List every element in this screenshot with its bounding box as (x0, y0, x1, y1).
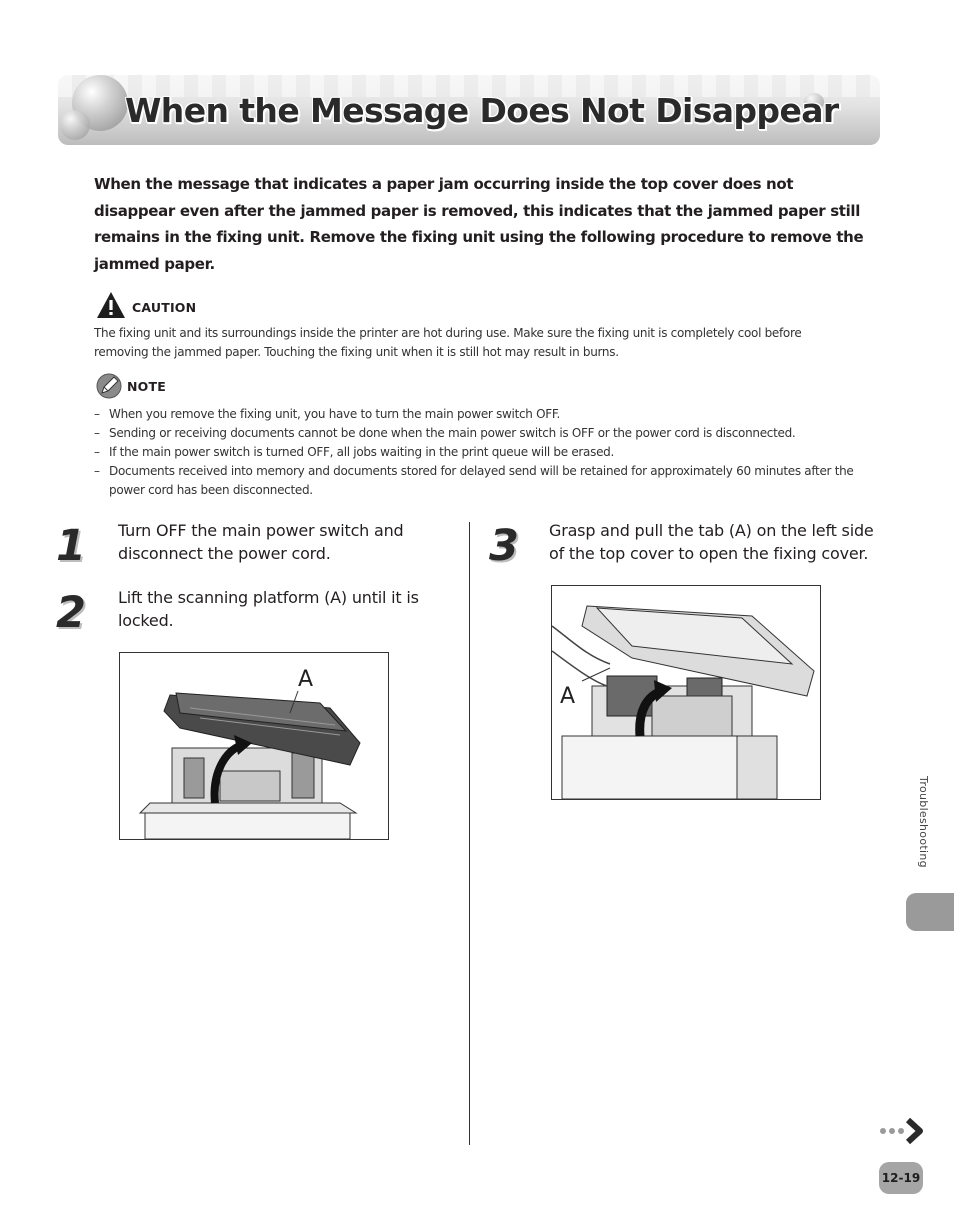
column-divider (469, 522, 470, 1145)
note-item: – Sending or receiving documents cannot be done when the main power switch is OFF or the power cord is disconnected. (94, 424, 854, 443)
page-title: When the Message Does Not Disappear (125, 91, 839, 130)
note-item: – When you remove the fixing unit, you have to turn the main power switch OFF. (94, 405, 854, 424)
next-page-arrow-icon[interactable] (878, 1116, 926, 1146)
page-number: 12-19 (879, 1162, 923, 1194)
step-number-2: 2 (56, 588, 86, 638)
figure-lift-scanning-platform (119, 652, 389, 840)
intro-paragraph: When the message that indicates a paper jam occurring inside the top cover does not disappear even after the jammed paper is removed, this indicates that the jammed paper still remains in the fixing unit. Remove the fixing unit using the following procedure to remove the jammed paper. (94, 175, 864, 273)
caution-text: The fixing unit and its surroundings inside the printer are hot during use. Make sure the fixing unit is completely cool before removing the jammed paper. Touching the fixing unit when it is still hot may result in burns. (94, 326, 802, 359)
figure-callout-a: A (298, 667, 314, 692)
figure-callout-a: A (560, 684, 576, 709)
figure-open-fixing-cover (551, 585, 821, 800)
step-number-3: 3 (489, 521, 519, 571)
banner-sphere-small (60, 110, 90, 140)
note-list (94, 405, 854, 500)
step-text-1: Turn OFF the main power switch and disconnect the power cord. (118, 521, 404, 563)
step-number-1: 1 (56, 521, 86, 571)
caution-label: CAUTION (132, 300, 197, 315)
warning-triangle-icon (96, 290, 126, 320)
printer-open-illustration (120, 653, 388, 839)
chapter-tab[interactable] (906, 893, 954, 931)
side-tab-label: Troubleshooting (917, 776, 930, 868)
note-label: NOTE (127, 379, 166, 394)
pencil-note-icon (96, 373, 122, 399)
note-item: – If the main power switch is turned OFF, all jobs waiting in the print queue will be erased. (94, 443, 854, 462)
step-text-3: Grasp and pull the tab (A) on the left side of the top cover to open the fixing cover. (549, 521, 874, 563)
printer-fixing-cover-illustration (552, 586, 820, 799)
note-item: – Documents received into memory and documents stored for delayed send will be retained for approximately 60 minutes after the power cord has been disconnected. (94, 462, 854, 500)
step-text-2: Lift the scanning platform (A) until it is locked. (118, 588, 419, 630)
